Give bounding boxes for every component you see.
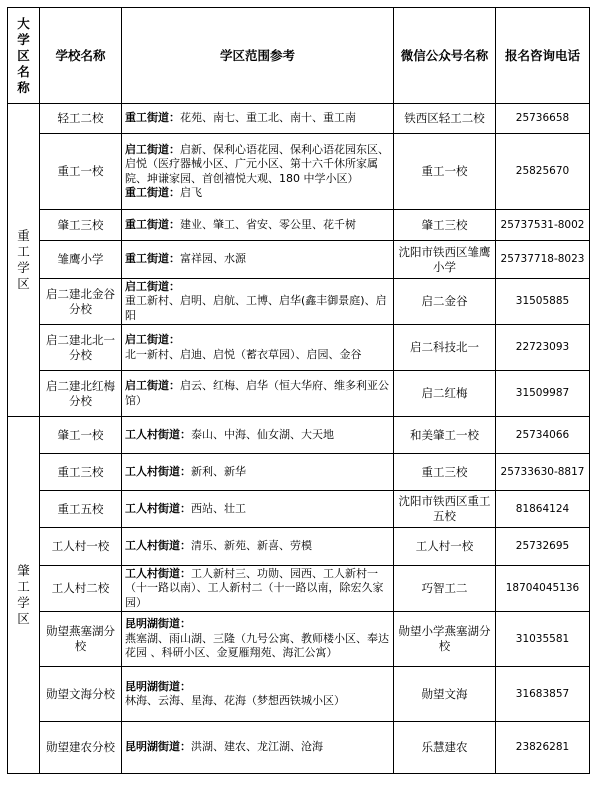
school-district-table	[7, 7, 590, 774]
range-line	[125, 294, 390, 323]
district-range	[122, 210, 394, 241]
table-row	[8, 210, 590, 241]
street-label: 工人村街道：	[125, 539, 191, 553]
district-range	[122, 722, 394, 774]
range-line	[125, 143, 390, 187]
street-label: 启工街道：	[125, 379, 180, 392]
consult-phone: 18704045136	[496, 566, 590, 612]
wechat-account: 启二红梅	[394, 371, 496, 417]
range-text: 燕塞湖、雨山湖、三隆（九号公寓、教师楼小区、奉达花园 、科研小区、金夏雁翔苑、海汇公寓）	[125, 631, 389, 660]
wechat-account: 沈阳市铁西区重工五校	[394, 491, 496, 528]
table-row	[8, 491, 590, 528]
wechat-account: 和美肇工一校	[394, 417, 496, 454]
district-range	[122, 612, 394, 667]
range-line	[125, 502, 390, 517]
wechat-account: 沈阳市铁西区雏鹰小学	[394, 241, 496, 279]
street-label: 工人村街道：	[125, 427, 191, 441]
table-row	[8, 279, 590, 325]
consult-phone: 25825670	[496, 134, 590, 210]
school-name: 重工三校	[40, 454, 122, 491]
area-name: 肇工学区	[8, 417, 40, 774]
range-text: 洪湖、建农、龙江湖、沧海	[191, 740, 323, 754]
street-label: 重工街道：	[125, 252, 180, 266]
consult-phone: 25733630-8817	[496, 454, 590, 491]
table-row	[8, 566, 590, 612]
street-label: 工人村街道：	[125, 464, 191, 478]
table-row	[8, 667, 590, 722]
district-range	[122, 417, 394, 454]
school-name: 轻工二校	[40, 104, 122, 134]
range-line	[125, 186, 390, 201]
wechat-account: 肇工三校	[394, 210, 496, 241]
table-row	[8, 417, 590, 454]
range-line	[125, 632, 390, 661]
consult-phone: 25734066	[496, 417, 590, 454]
street-label: 重工街道：	[125, 186, 180, 199]
range-text: 启云、红梅、启华（恒大华府、维多利亚公馆）	[125, 379, 389, 407]
header-row	[8, 8, 590, 104]
school-name: 雏鹰小学	[40, 241, 122, 279]
consult-phone: 31509987	[496, 371, 590, 417]
area-name: 重工学区	[8, 104, 40, 417]
range-text: 西站、壮工	[191, 501, 246, 515]
street-label: 工人村街道：	[125, 501, 191, 515]
consult-phone: 31683857	[496, 667, 590, 722]
table-row	[8, 528, 590, 566]
street-label: 昆明湖街道：	[125, 679, 191, 693]
range-text: 北一新村、启迪、启悦（蓄衣草园）、启园、金谷	[125, 347, 362, 361]
district-range	[122, 528, 394, 566]
district-range	[122, 279, 394, 325]
wechat-account: 启二科技北一	[394, 325, 496, 371]
range-line	[125, 539, 390, 554]
school-name: 工人村二校	[40, 566, 122, 612]
range-text: 花苑、南七、重工北、南十、重工南	[180, 111, 356, 125]
range-line	[125, 280, 390, 295]
range-line	[125, 567, 390, 611]
table-row	[8, 612, 590, 667]
street-label: 启工街道：	[125, 142, 180, 156]
school-name: 肇工三校	[40, 210, 122, 241]
school-name: 工人村一校	[40, 528, 122, 566]
street-label: 工人村街道：	[125, 566, 191, 580]
range-line	[125, 617, 390, 632]
street-label: 启工街道：	[125, 279, 180, 293]
school-name: 重工一校	[40, 134, 122, 210]
district-range	[122, 371, 394, 417]
range-text: 清乐、新苑、新喜、劳模	[191, 539, 312, 553]
table-row	[8, 371, 590, 417]
street-label: 重工街道：	[125, 217, 180, 231]
range-text: 新利、新华	[191, 464, 246, 478]
school-name: 勋望燕塞湖分校	[40, 612, 122, 667]
wechat-account: 重工一校	[394, 134, 496, 210]
table-row	[8, 325, 590, 371]
table-row	[8, 134, 590, 210]
district-range	[122, 134, 394, 210]
district-range	[122, 325, 394, 371]
range-text: 泰山、中海、仙女湖、大天地	[191, 427, 334, 441]
range-text: 工人新村三、功勋、园西、工人新村一（十一路以南）、工人新村二（十一路以南，除宏久家园）	[125, 566, 384, 609]
table-row	[8, 454, 590, 491]
school-name: 启二建北北一分校	[40, 325, 122, 371]
table-row	[8, 104, 590, 134]
range-line	[125, 694, 390, 709]
district-range	[122, 667, 394, 722]
wechat-account: 勋望小学燕塞湖分校	[394, 612, 496, 667]
district-range	[122, 491, 394, 528]
wechat-account: 巧智工二	[394, 566, 496, 612]
school-name: 肇工一校	[40, 417, 122, 454]
school-name: 重工五校	[40, 491, 122, 528]
consult-phone: 31035581	[496, 612, 590, 667]
header-phone: 报名咨询电话	[496, 8, 590, 104]
consult-phone: 22723093	[496, 325, 590, 371]
table-row	[8, 722, 590, 774]
header-range: 学区范围参考	[122, 8, 394, 104]
consult-phone: 81864124	[496, 491, 590, 528]
district-range	[122, 241, 394, 279]
consult-phone: 31505885	[496, 279, 590, 325]
range-line	[125, 740, 390, 755]
consult-phone: 23826281	[496, 722, 590, 774]
range-text: 重工新村、启明、启航、工博、启华(鑫丰御景庭)、启阳	[125, 294, 387, 322]
street-label: 昆明湖街道：	[125, 740, 191, 754]
street-label: 昆明湖街道：	[125, 617, 191, 631]
wechat-account: 启二金谷	[394, 279, 496, 325]
wechat-account: 铁西区轻工二校	[394, 104, 496, 134]
school-name: 启二建北红梅分校	[40, 371, 122, 417]
district-range	[122, 454, 394, 491]
range-line	[125, 428, 390, 443]
wechat-account: 勋望文海	[394, 667, 496, 722]
range-line	[125, 333, 390, 348]
range-line	[125, 252, 390, 267]
range-text: 启飞	[180, 186, 202, 199]
header-wechat: 微信公众号名称	[394, 8, 496, 104]
header-school: 学校名称	[40, 8, 122, 104]
range-text: 启新、保利心语花园、保利心语花园东区、启悦（医疗器械小区、广元小区、第十六千休所家属院、坤谦家园、首创禧悦大观、180 中学小区）	[125, 142, 389, 185]
wechat-account: 重工三校	[394, 454, 496, 491]
wechat-account: 乐慧建农	[394, 722, 496, 774]
range-line	[125, 379, 390, 408]
range-text: 林海、云海、星海、花海（梦想西铁城小区）	[125, 694, 345, 707]
school-name: 勋望建农分校	[40, 722, 122, 774]
district-range	[122, 104, 394, 134]
street-label: 重工街道：	[125, 111, 180, 125]
range-line	[125, 680, 390, 695]
school-name: 勋望文海分校	[40, 667, 122, 722]
range-text: 建业、肇工、省安、零公里、花千树	[180, 217, 356, 231]
wechat-account: 工人村一校	[394, 528, 496, 566]
consult-phone: 25737531-8002	[496, 210, 590, 241]
consult-phone: 25737718-8023	[496, 241, 590, 279]
table-body	[8, 104, 590, 774]
consult-phone: 25732695	[496, 528, 590, 566]
range-line	[125, 218, 390, 233]
range-text: 富祥园、水源	[180, 252, 246, 266]
header-area: 大学区名称	[8, 8, 40, 104]
range-line	[125, 465, 390, 480]
table-row	[8, 241, 590, 279]
consult-phone: 25736658	[496, 104, 590, 134]
school-name: 启二建北金谷分校	[40, 279, 122, 325]
district-range	[122, 566, 394, 612]
range-line	[125, 348, 390, 363]
range-line	[125, 111, 390, 126]
street-label: 启工街道：	[125, 333, 180, 346]
